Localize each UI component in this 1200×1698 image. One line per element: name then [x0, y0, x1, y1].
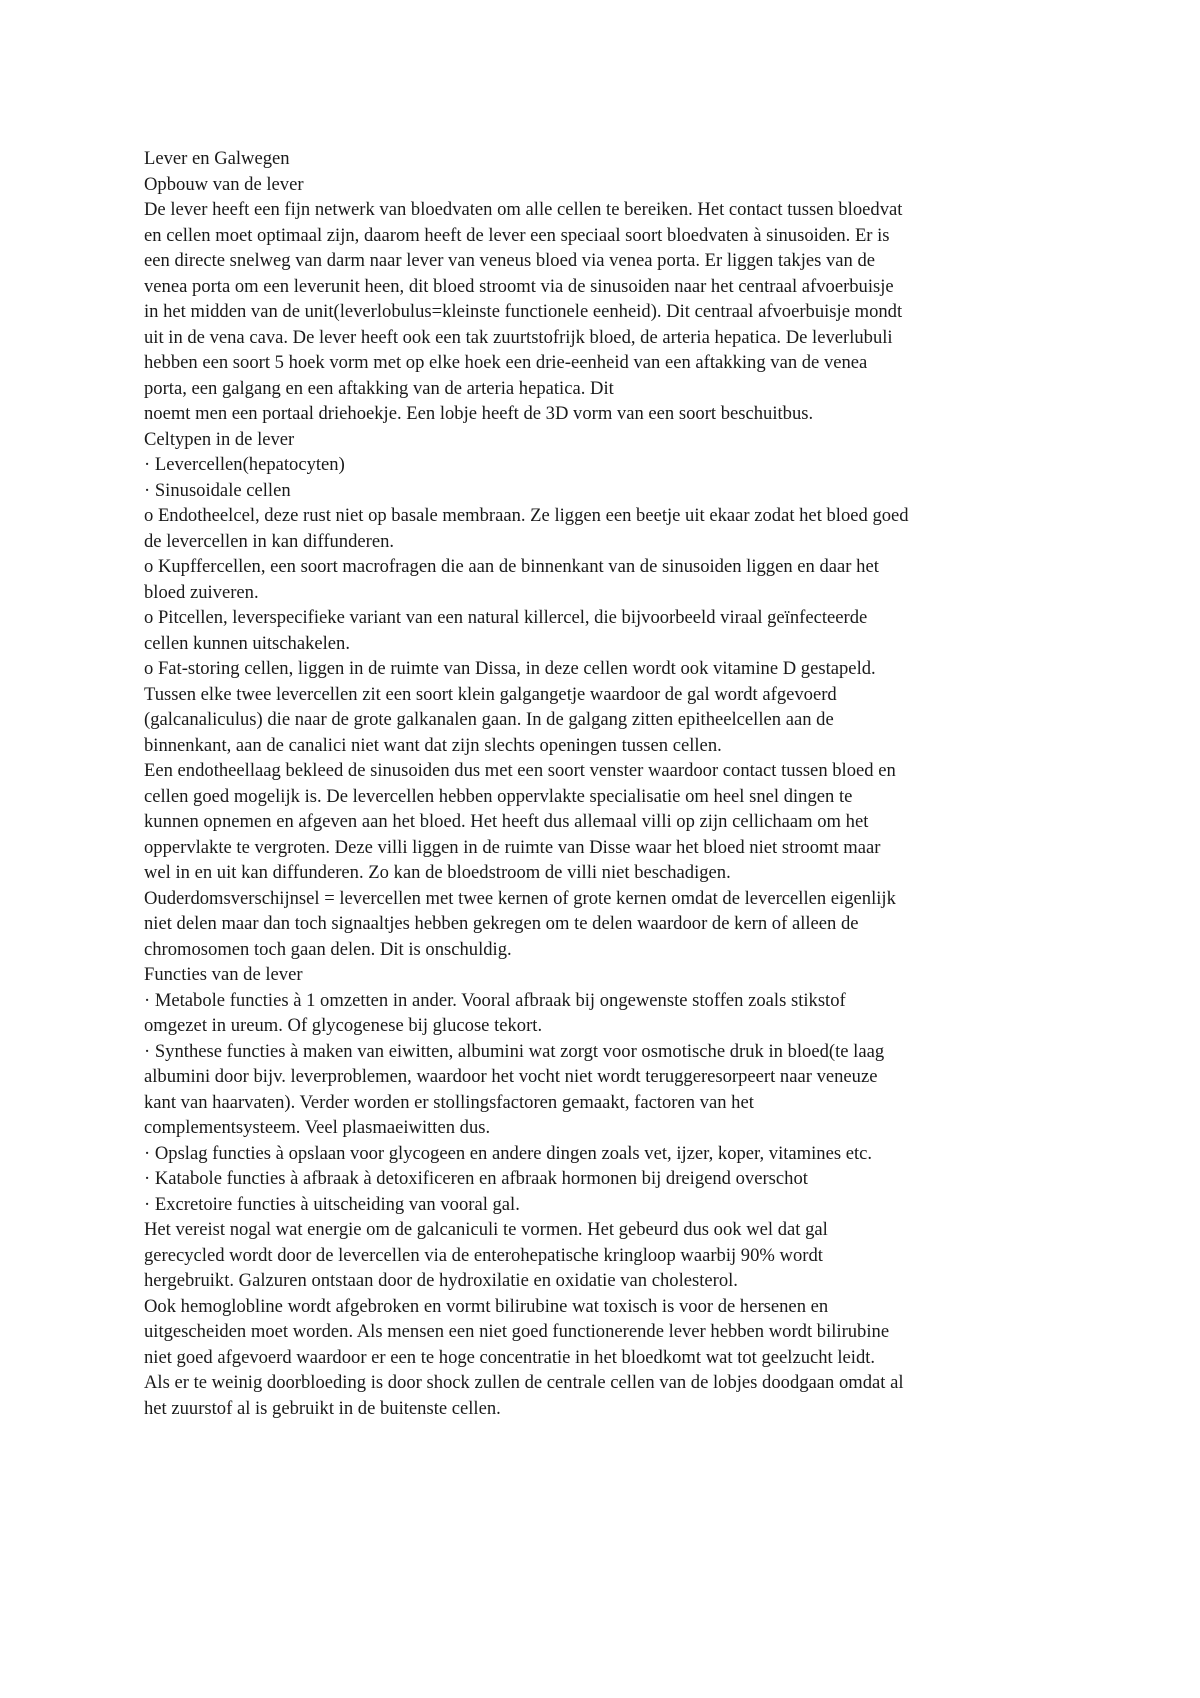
- text-line: o Endotheelcel, deze rust niet op basale membraan. Ze liggen een beetje uit ekaar zodat het bloed goed: [144, 505, 909, 526]
- text-line: o Kupffercellen, een soort macrofragen die aan de binnenkant van de sinusoiden liggen en daar het: [144, 556, 879, 577]
- document-title: Lever en Galwegen: [144, 148, 290, 169]
- text-line: albumini door bijv. leverproblemen, waardoor het vocht niet wordt teruggeresorpeert naar veneuze: [144, 1066, 878, 1087]
- text-line: · Metabole functies à 1 omzetten in ander. Vooral afbraak bij ongewenste stoffen zoals stikstof: [144, 989, 846, 1011]
- text-line: · Levercellen(hepatocyten): [144, 454, 345, 475]
- text-line: kunnen opnemen en afgeven aan het bloed. Het heeft dus allemaal villi op zijn cellichaam om het: [144, 811, 869, 832]
- text-line: omgezet in ureum. Of glycogenese bij glucose tekort.: [144, 1015, 543, 1036]
- text-line: De lever heeft een fijn netwerk van bloedvaten om alle cellen te bereiken. Het contact tussen bloedvat: [144, 199, 903, 220]
- document-body: [144, 146, 1064, 1421]
- text-line: wel in en uit kan diffunderen. Zo kan de bloedstroom de villi niet beschadigen.: [144, 862, 731, 883]
- text-line: hergebruikt. Galzuren ontstaan door de hydroxilatie en oxidatie van cholesterol.: [144, 1270, 738, 1291]
- text-line: Als er te weinig doorbloeding is door shock zullen de centrale cellen van de lobjes doodgaan omdat al: [144, 1372, 904, 1393]
- text-line: (galcanaliculus) die naar de grote galkanalen gaan. In de galgang zitten epitheelcellen aan de: [144, 709, 834, 730]
- text-line: oppervlakte te vergroten. Deze villi liggen in de ruimte van Disse waar het bloed niet stroomt maar: [144, 836, 881, 858]
- text-line: Tussen elke twee levercellen zit een soort klein galgangetje waardoor de gal wordt afgevoerd: [144, 683, 837, 705]
- text-line: uitgescheiden moet worden. Als mensen een niet goed functionerende lever hebben wordt bilirubine: [144, 1321, 890, 1342]
- text-line: · Opslag functies à opslaan voor glycogeen en andere dingen zoals vet, ijzer, koper, vitamines etc.: [144, 1142, 873, 1164]
- text-line: Opbouw van de lever: [144, 173, 304, 195]
- text-line: Een endotheellaag bekleed de sinusoiden dus met een soort venster waardoor contact tussen bloed en: [144, 760, 896, 781]
- text-line: een directe snelweg van darm naar lever van veneus bloed via venea porta. Er liggen takjes van de: [144, 250, 876, 271]
- text-line: gerecycled wordt door de levercellen via de enterohepatische kringloop waarbij 90% wordt: [144, 1244, 823, 1266]
- text-line: kant van haarvaten). Verder worden er stollingsfactoren gemaakt, factoren van het: [144, 1091, 754, 1113]
- text-line: o Pitcellen, leverspecifieke variant van een natural killercel, die bijvoorbeeld viraal geïnfecteerde: [144, 607, 868, 628]
- text-line: Ook hemoglobline wordt afgebroken en vormt bilirubine wat toxisch is voor de hersenen en: [144, 1295, 829, 1317]
- text-line: o Fat-storing cellen, liggen in de ruimte van Dissa, in deze cellen wordt ook vitamine D gestapeld.: [144, 658, 876, 679]
- text-line: · Katabole functies à afbraak à detoxificeren en afbraak hormonen bij dreigend overschot: [144, 1168, 808, 1189]
- text-line: noemt men een portaal driehoekje. Een lobje heeft de 3D vorm van een soort beschuitbus.: [144, 403, 814, 424]
- text-line: cellen goed mogelijk is. De levercellen hebben oppervlakte specialisatie om heel snel dingen te: [144, 785, 853, 807]
- text-line: · Excretoire functies à uitscheiding van vooral gal.: [144, 1193, 520, 1215]
- text-line: cellen kunnen uitschakelen.: [144, 632, 351, 654]
- text-line: het zuurstof al is gebruikt in de buitenste cellen.: [144, 1397, 501, 1419]
- text-line: niet goed afgevoerd waardoor er een te hoge concentratie in het bloedkomt wat tot geelzucht leidt.: [144, 1346, 876, 1368]
- text-line: porta, een galgang en een aftakking van de arteria hepatica. Dit: [144, 377, 614, 399]
- text-line: Ouderdomsverschijnsel = levercellen met twee kernen of grote kernen omdat de levercellen eigenlijk: [144, 887, 896, 909]
- text-line: binnenkant, aan de canalici niet want dat zijn slechts openingen tussen cellen.: [144, 734, 722, 756]
- text-line: venea porta om een leverunit heen, dit bloed stroomt via de sinusoiden naar het centraal afvoerbuisje: [144, 275, 894, 297]
- text-line: complementsysteem. Veel plasmaeiwitten dus.: [144, 1117, 491, 1138]
- text-line: bloed zuiveren.: [144, 581, 259, 603]
- text-line: niet delen maar dan toch signaaltjes hebben gekregen om te delen waardoor de kern of alleen de: [144, 913, 859, 934]
- text-line: Celtypen in de lever: [144, 428, 295, 450]
- text-line: hebben een soort 5 hoek vorm met op elke hoek een drie-eenheid van een aftakking van de venea: [144, 352, 868, 373]
- text-line: in het midden van de unit(leverlobulus=kleinste functionele eenheid). Dit centraal afvoerbuisje mondt: [144, 301, 903, 322]
- text-line: · Sinusoidale cellen: [144, 479, 291, 501]
- text-line: · Synthese functies à maken van eiwitten, albumini wat zorgt voor osmotische druk in bloed(te laag: [144, 1040, 885, 1062]
- text-line: de levercellen in kan diffunderen.: [144, 530, 395, 552]
- text-line: Het vereist nogal wat energie om de galcaniculi te vormen. Het gebeurd dus ook wel dat gal: [144, 1219, 828, 1240]
- text-line: chromosomen toch gaan delen. Dit is onschuldig.: [144, 938, 512, 960]
- text-line: en cellen moet optimaal zijn, daarom heeft de lever een speciaal soort bloedvaten à sinusoiden. Er is: [144, 224, 890, 246]
- text-line: Functies van de lever: [144, 964, 303, 985]
- text-line: uit in de vena cava. De lever heeft ook een tak zuurtstofrijk bloed, de arteria hepatica. De leverlubuli: [144, 326, 893, 348]
